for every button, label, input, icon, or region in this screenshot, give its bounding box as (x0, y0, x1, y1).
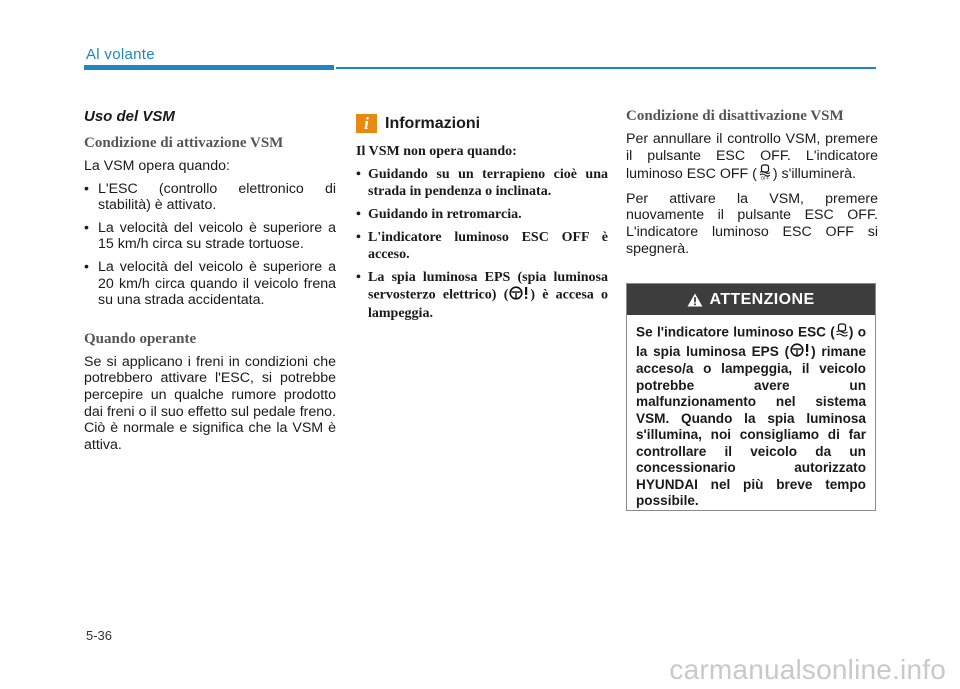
info-icon: i (356, 114, 377, 133)
column-deactivation (626, 108, 878, 263)
activation-intro: La VSM opera quando: (84, 158, 230, 174)
warning-header (627, 284, 875, 315)
warning-title: ATTENZIONE (709, 290, 815, 308)
activation-heading: Condizione di attivazione VSM (84, 135, 284, 151)
eps-warning-icon (508, 286, 530, 305)
esc-off-icon (757, 164, 773, 185)
operating-heading: Quando operante (84, 330, 197, 347)
deactivation-paragraph-1: Per annullare il controllo VSM, premere il pulsante ESC OFF. L'indicatore luminoso ESC OFF ( OFF ) s'illuminerà. (626, 131, 878, 185)
section-title: Al volante (86, 46, 155, 63)
header-rule-thin (336, 67, 876, 69)
activation-list (84, 181, 336, 309)
esc-warning-icon (835, 323, 849, 343)
info-list (356, 166, 608, 322)
deactivation-heading: Condizione di disattivazione VSM (626, 108, 844, 124)
warning-triangle-icon (687, 293, 703, 307)
column-information (356, 108, 608, 328)
deactivation-paragraph-2: Per attivare la VSM, premere nuovamente il pulsante ESC OFF. L'indicatore luminoso ESC OFF si spegnerà. (626, 190, 878, 257)
info-header (356, 114, 608, 133)
list-item: • Guidando su un terrapieno cioè una strada in pendenza o inclinata. (356, 167, 608, 199)
list-item: • La velocità del veicolo è superiore a 20 km/h circa quando il veicolo frena su una strada accidentata. (84, 258, 336, 309)
info-title: Informazioni (385, 114, 481, 132)
info-intro: Il VSM non opera quando: (356, 144, 517, 159)
svg-text:OFF: OFF (760, 175, 770, 181)
page-number: 5-36 (86, 628, 113, 643)
list-item: • La velocità del veicolo è superiore a 15 km/h circa su strade tortuose. (84, 219, 336, 253)
watermark: carmanualsonline.info (669, 654, 946, 685)
vsm-usage-title: Uso del VSM (84, 108, 175, 125)
warning-box (626, 283, 876, 511)
list-item: • Guidando in retromarcia. (356, 207, 522, 222)
list-item: • L'ESC (controllo elettronico di stabilità) è attivato. (84, 180, 336, 214)
warning-text: Se l'indicatore luminoso ESC ( ) o la spia luminosa EPS ( ) rimane acceso/a o lampeggia, il veicolo potrebbe avere un malfunzionamento nel sistema VSM. Quando la spia luminosa s'illumina, noi consigliamo di far controllare il veicolo da un concessionario autorizzato HYUNDAI nel più breve tempo possibile. (636, 324, 867, 508)
list-item: • La spia luminosa EPS (spia luminosa servosterzo elettrico) ( ) è accesa o lampeggia. (356, 270, 608, 321)
operating-paragraph: Se si applicano i freni in condizioni che potrebbero attivare l'ESC, si potrebbe percepire un qualche rumore prodotto dai freni o il suo effetto sul pedale freno. Ciò è normale e significa che la VSM è attiva. (84, 353, 336, 453)
eps-warning-icon (789, 343, 811, 362)
header-rule-thick (84, 65, 334, 70)
column-vsm-usage (84, 108, 336, 459)
list-item: • L'indicatore luminoso ESC OFF è acceso. (356, 230, 608, 262)
